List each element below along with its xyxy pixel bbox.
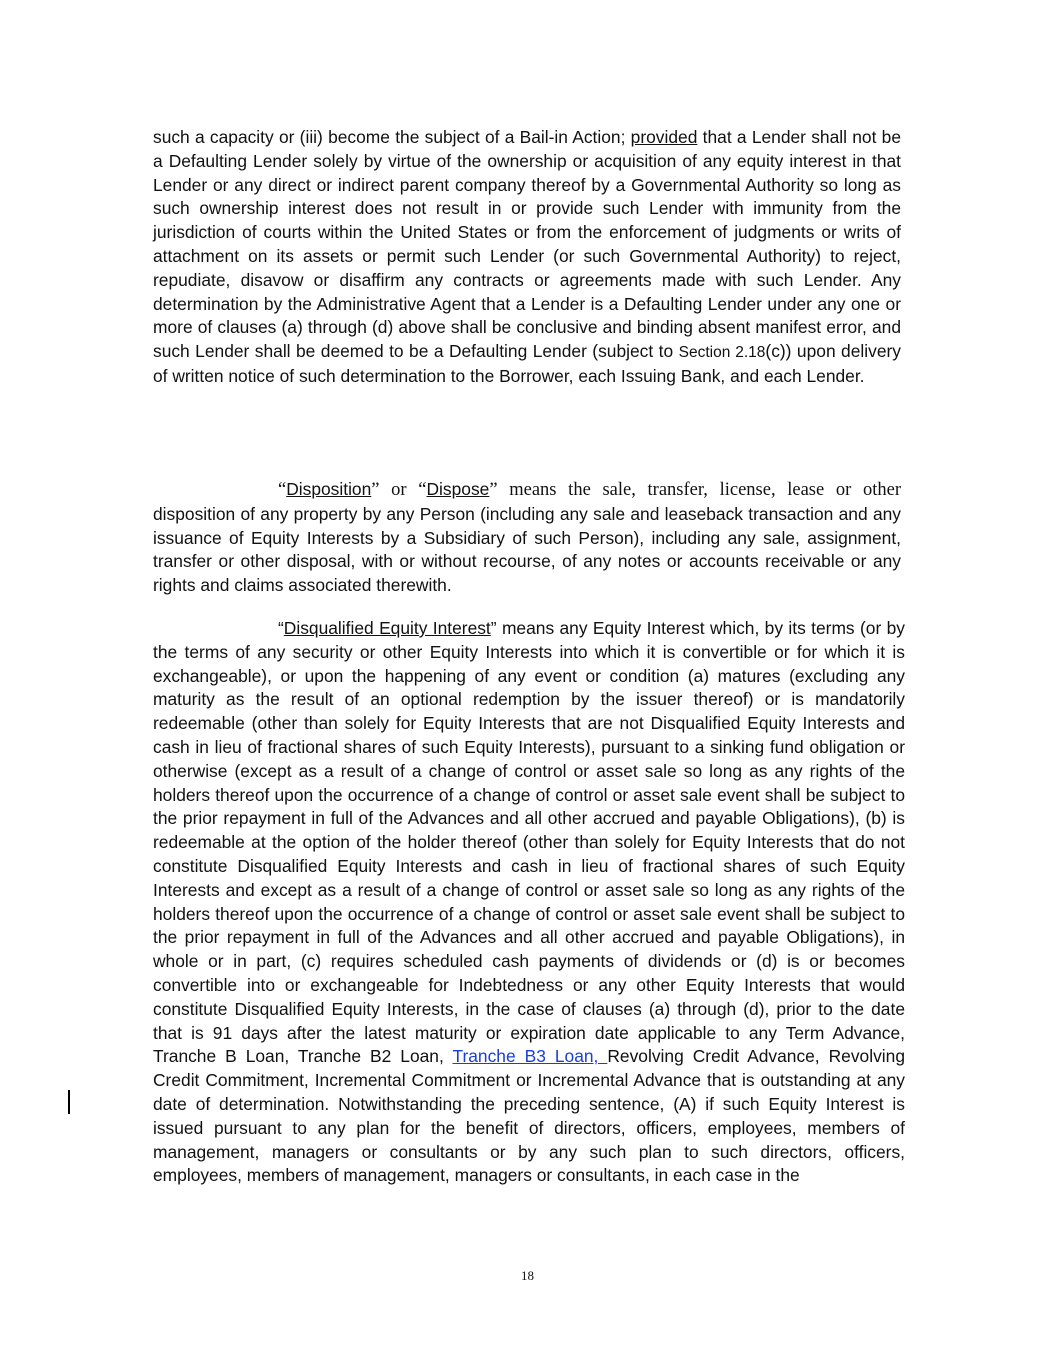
- defined-term-dispose: Dispose: [426, 479, 490, 499]
- close-quote: ”: [490, 618, 497, 638]
- defined-term-disposition: Disposition: [286, 479, 372, 499]
- paragraph-disposition-definition: [153, 478, 901, 598]
- p1-mid: that a Lender shall not be a Defaulting Lender solely by virtue of the ownership or acquisition of any equity interest in that Lender or any direct or indirect parent company thereof by a Governmental Authority so long as such ownership interest does not result in or provide such Lender with immunity from the jurisdiction of courts within the United States or from the enforcement of judgments or writs of attachment on its assets or permit such Lender (or such Governmental Authority) to reject, repudiate, disavow or disaffirm any contracts or agreements made with such Lender. Any determination by the Administrative Agent that a Lender is a Defaulting Lender under any one or more of clauses (a) through (d) above shall be conclusive and binding absent manifest error, and such Lender shall be deemed to be a Defaulting Lender (subject to: [153, 127, 901, 362]
- p1-pre: such a capacity or (iii) become the subject of a Bail-in Action;: [153, 127, 631, 147]
- close-quote: ”: [489, 480, 498, 500]
- section-reference: Section 2.18: [678, 344, 766, 362]
- p1-post: (c)) upon delivery of written notice of such determination to the Borrower, each Issuing Bank, and each Lender.: [153, 341, 901, 386]
- paragraph-disqualified-equity-interest-definition: [153, 617, 905, 1188]
- p3-body-post: Revolving Credit Advance, Revolving Credit Commitment, Incremental Commitment or Incremental Advance that is outstanding at any date of determination. Notwithstanding the preceding sentence, (A) if such Equity Interest is issued pursuant to any plan for the benefit of directors, officers, employees, members of management, managers or consultants or by any such plan to such directors, officers, employees, members of management, managers or consultants, in each case in the: [153, 1046, 905, 1186]
- paragraph-defaulting-lender-continuation: [153, 126, 901, 389]
- open-quote: “: [278, 480, 287, 500]
- close-quote: ”: [371, 480, 380, 500]
- page-number: 18: [521, 1268, 534, 1283]
- defined-term-disqualified-equity-interest: Disqualified Equity Interest: [283, 618, 491, 638]
- open-quote: “: [278, 618, 284, 638]
- means-clause: means the sale, transfer, license, lease or other: [497, 480, 901, 500]
- or-connector: or: [379, 480, 419, 500]
- p3-body-pre: means any Equity Interest which, by its terms (or by the terms of any security or other Equity Interests into which it is convertible or for which it is exchangeable), or upon the happening of any event or condition (a) matures (excluding any maturity as the result of an optional redemption by the issuer thereof) or is mandatorily redeemable (other than solely for Equity Interests that are not Disqualified Equity Interests and cash in lieu of fractional shares of such Equity Interests), pursuant to a sinking fund obligation or otherwise (except as a result of a change of control or asset sale so long as any rights of the holders thereof upon the occurrence of a change of control or asset sale event shall be subject to the prior repayment in full of the Advances and all other accrued and payable Obligations), (b) is redeemable at the option of the holder thereof (other than solely for Equity Interests that do not constitute Disqualified Equity Interests and cash in lieu of fractional shares of such Equity Interests and except as a result of a change of control or asset sale so long as any rights of the holders thereof upon the occurrence of a change of control or asset sale event shall be subject to the prior repayment in full of the Advances and all other accrued and payable Obligations), in whole or in part, (c) requires scheduled cash payments of dividends or (d) is or becomes convertible into or exchangeable for Indebtedness or any other Equity Interests that would constitute Disqualified Equity Interests, in the case of clauses (a) through (d), prior to the date that is 91 days after the latest maturity or expiration date applicable to any Term Advance, Tranche B Loan, Tranche B2 Loan,: [153, 618, 905, 1067]
- provided-term: provided: [630, 127, 698, 147]
- tracked-insertion: Tranche B3 Loan,: [452, 1046, 608, 1067]
- open-quote: “: [418, 480, 427, 500]
- revision-change-bar: [68, 1090, 70, 1114]
- p2-body: disposition of any property by any Person (including any sale and leaseback transaction and any issuance of Equity Interests by a Subsidiary of such Person), including any sale, assignment, transfer or other disposal, with or without recourse, of any notes or accounts receivable or any rights and claims associated therewith.: [153, 503, 901, 596]
